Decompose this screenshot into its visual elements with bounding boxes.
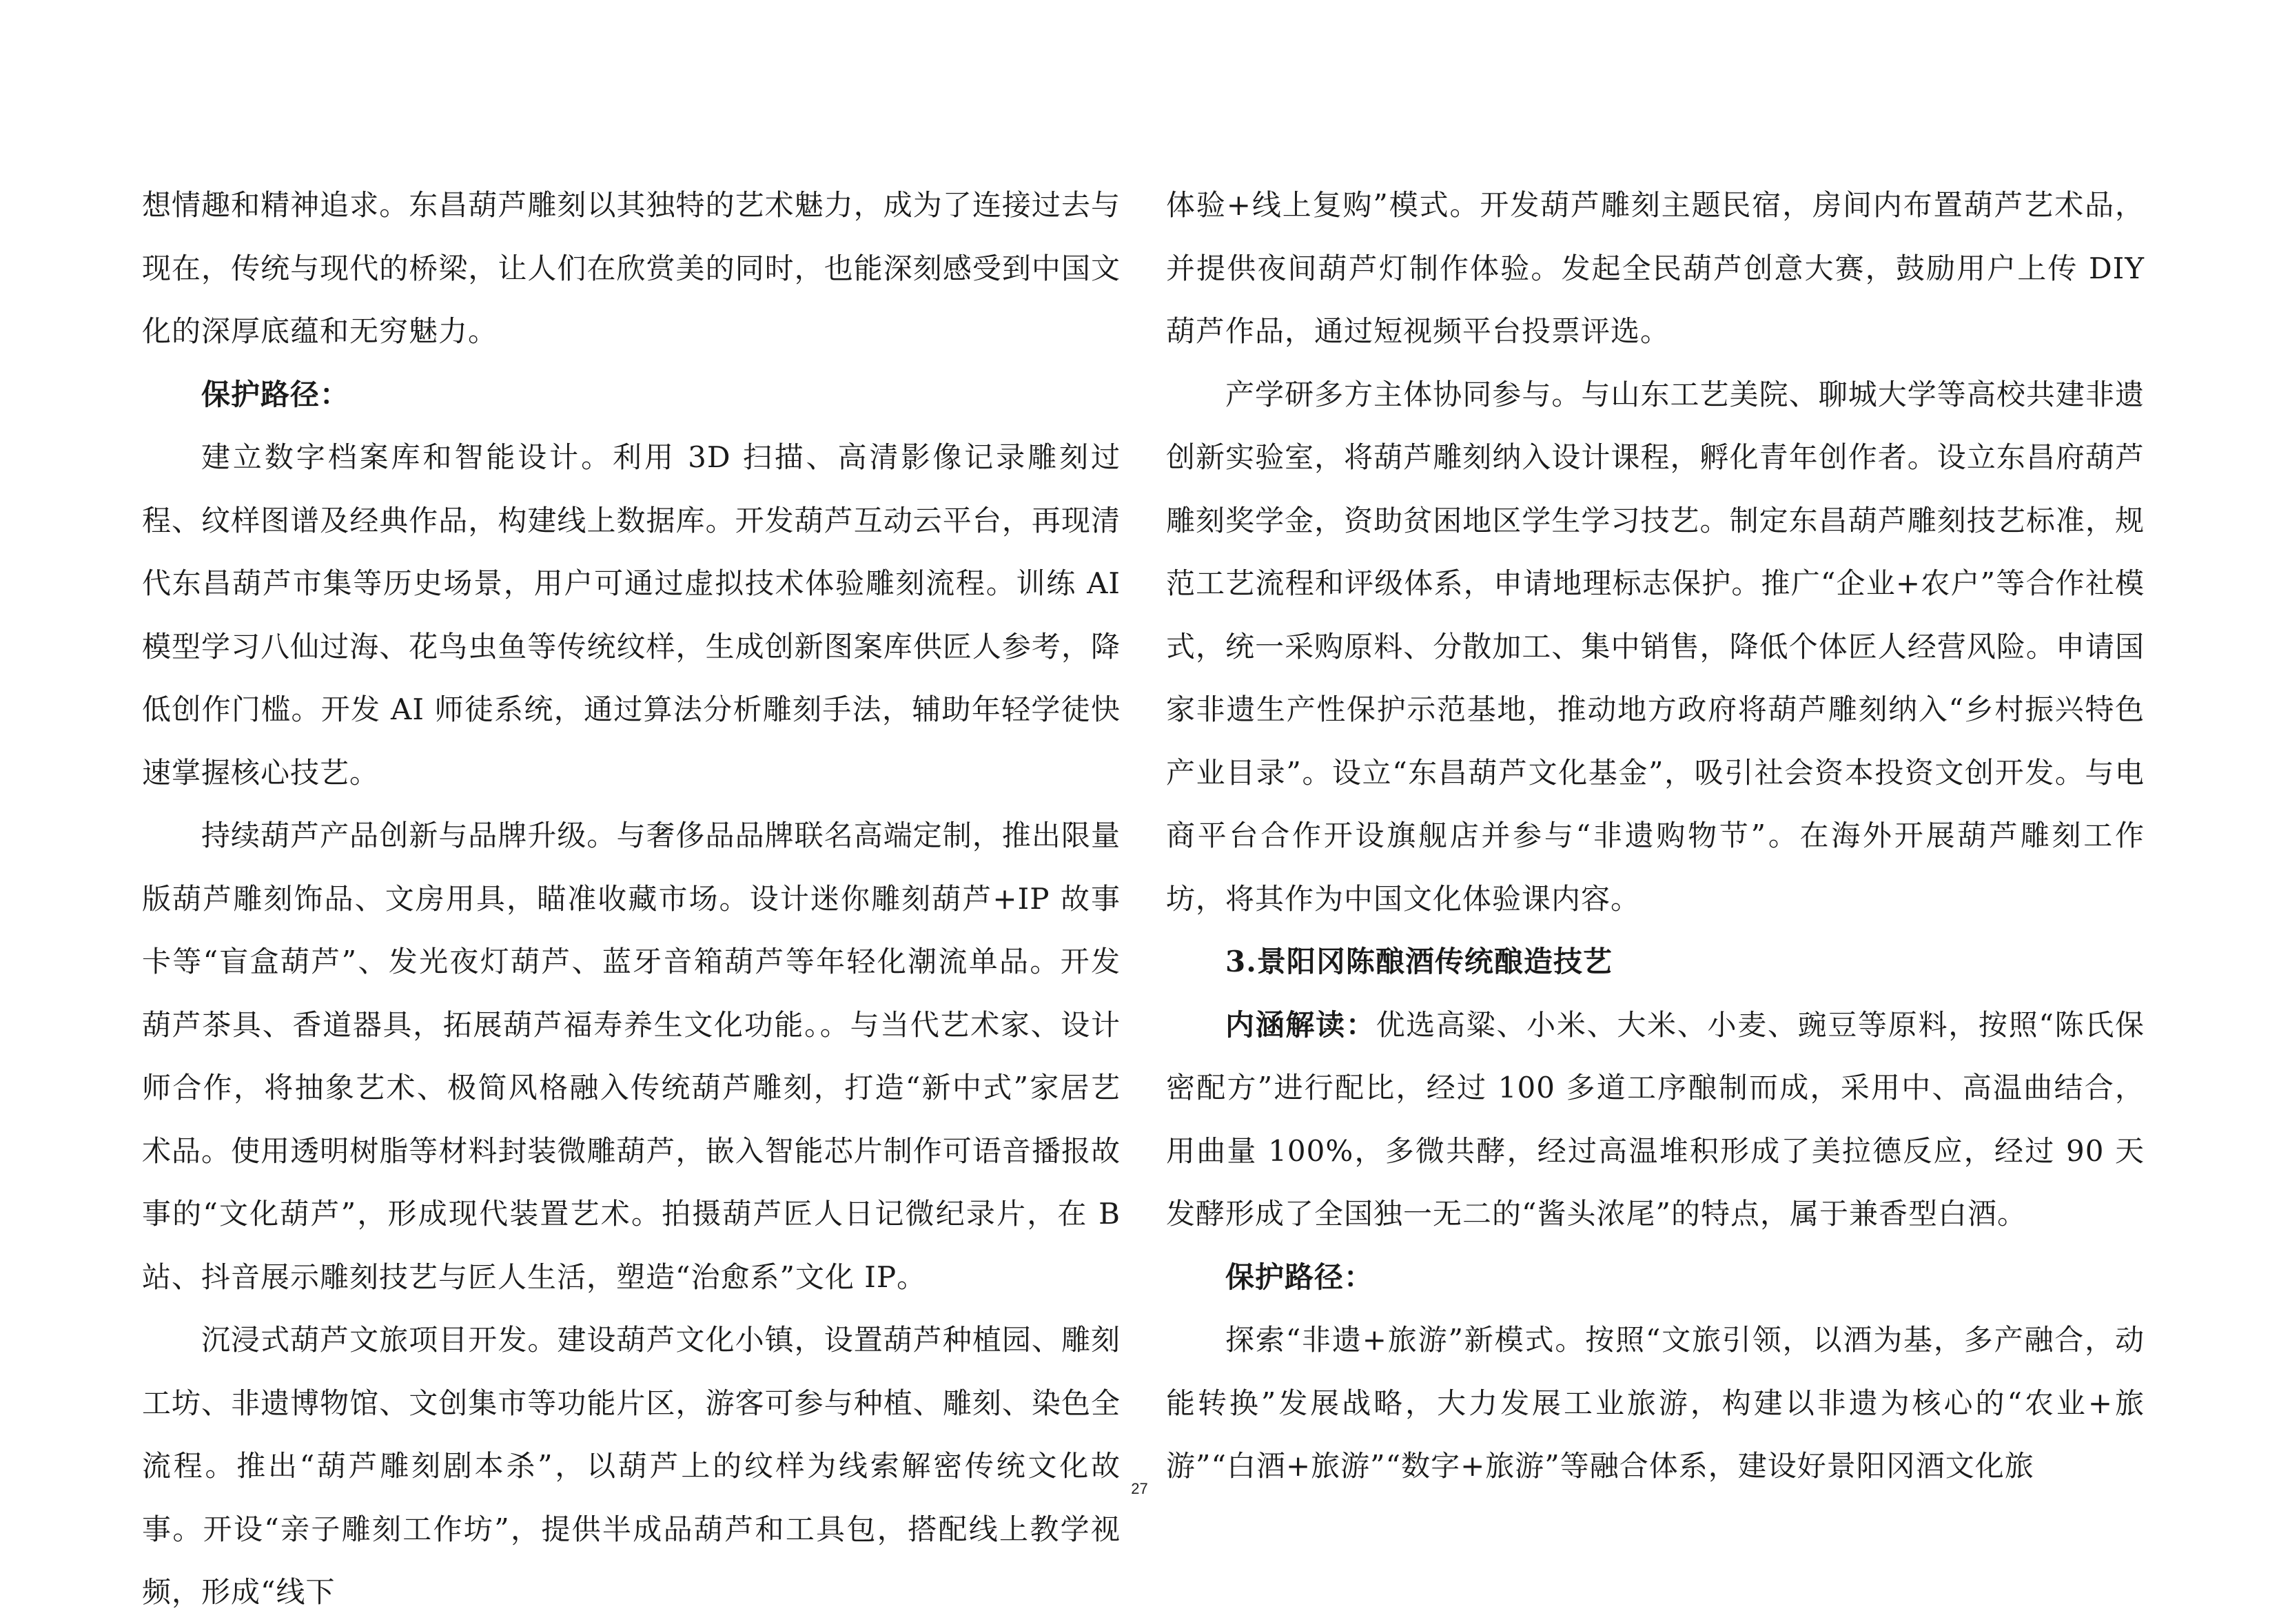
paragraph-continuation: 想情趣和精神追求。东昌葫芦雕刻以其独特的艺术魅力，成为了连接过去与现在，传统与现代的桥梁，让人们在欣赏美的同时，也能深刻感受到中国文化的深厚底蕴和无穷魅力。 xyxy=(142,188,1121,348)
page-number: 27 xyxy=(1131,1480,1148,1497)
section-title: 3.景阳冈陈酿酒传统酿造技艺 xyxy=(1225,945,1613,978)
left-column xyxy=(142,174,1121,1624)
paragraph-connotation xyxy=(1166,994,2145,1246)
heading-protection-path: 保护路径： xyxy=(201,377,350,411)
paragraph-heritage-tourism: 探索“非遗+旅游”新模式。按照“文旅引领，以酒为基，多产融合，动能转换”发展战略，大力发展工业旅游，构建以非遗为核心的“农业+旅游”“白酒+旅游”“数字+旅游”等融合体系，建设好景阳冈酒文化旅 xyxy=(1166,1323,2145,1483)
paragraph-continuation-right: 体验+线上复购”模式。开发葫芦雕刻主题民宿，房间内布置葫芦艺术品，并提供夜间葫芦灯制作体验。发起全民葫芦创意大赛，鼓励用户上传 DIY 葫芦作品，通过短视频平台投票评选。 xyxy=(1166,188,2145,348)
paragraph-industry-academia: 产学研多方主体协同参与。与山东工艺美院、聊城大学等高校共建非遗创新实验室，将葫芦雕刻纳入设计课程，孵化青年创作者。设立东昌府葫芦雕刻奖学金，资助贫困地区学生学习技艺。制定东昌葫芦雕刻技艺标准，规范工艺流程和评级体系，申请地理标志保护。推广“企业+农户”等合作社模式，统一采购原料、分散加工、集中销售，降低个体匠人经营风险。申请国家非遗生产性保护示范基地，推动地方政府将葫芦雕刻纳入“乡村振兴特色产业目录”。设立“东昌葫芦文化基金”，吸引社会资本投资文创开发。与电商平台合作开设旗舰店并参与“非遗购物节”。在海外开展葫芦雕刻工作坊，将其作为中国文化体验课内容。 xyxy=(1166,377,2145,916)
paragraph-product-innovation: 持续葫芦产品创新与品牌升级。与奢侈品品牌联名高端定制，推出限量版葫芦雕刻饰品、文房用具，瞄准收藏市场。设计迷你雕刻葫芦+IP 故事卡等“盲盒葫芦”、发光夜灯葫芦、蓝牙音箱葫芦等年轻化潮流单品。开发葫芦茶具、香道器具，拓展葫芦福寿养生文化功能。。与当代艺术家、设计师合作，将抽象艺术、极简风格融入传统葫芦雕刻，打造“新中式”家居艺术品。使用透明树脂等材料封装微雕葫芦，嵌入智能芯片制作可语音播报故事的“文化葫芦”，形成现代装置艺术。拍摄葫芦匠人日记微纪录片，在 B 站、抖音展示雕刻技艺与匠人生活，塑造“治愈系”文化 IP。 xyxy=(142,819,1121,1294)
paragraph-digital-archive: 建立数字档案库和智能设计。利用 3D 扫描、高清影像记录雕刻过程、纹样图谱及经典作品，构建线上数据库。开发葫芦互动云平台，再现清代东昌葫芦市集等历史场景，用户可通过虚拟技术体验雕刻流程。训练 AI 模型学习八仙过海、花鸟虫鱼等传统纹样，生成创新图案库供匠人参考，降低创作门槛。开发 AI 师徒系统，通过算法分析雕刻手法，辅助年轻学徒快速掌握核心技艺。 xyxy=(142,440,1121,790)
connotation-text: 优选高粱、小米、大米、小麦、豌豆等原料，按照“陈氏保密配方”进行配比，经过 100 多道工序酿制而成，采用中、高温曲结合，用曲量 100%，多微共酵，经过高温堆积形成了美拉德反应，经过 90 天发酵形成了全国独一无二的“酱头浓尾”的特点，属于兼香型白酒。 xyxy=(1166,1007,2145,1231)
paragraph-immersive-tourism: 沉浸式葫芦文旅项目开发。建设葫芦文化小镇，设置葫芦种植园、雕刻工坊、非遗博物馆、文创集市等功能片区，游客可参与种植、雕刻、染色全流程。推出“葫芦雕刻剧本杀”，以葫芦上的纹样为线索解密传统文化故事。开设“亲子雕刻工作坊”，提供半成品葫芦和工具包，搭配线上教学视频，形成“线下 xyxy=(142,1323,1121,1609)
right-column xyxy=(1166,174,2145,1498)
connotation-label: 内涵解读： xyxy=(1225,1007,1376,1042)
heading-protection-path-right: 保护路径： xyxy=(1225,1260,1374,1294)
